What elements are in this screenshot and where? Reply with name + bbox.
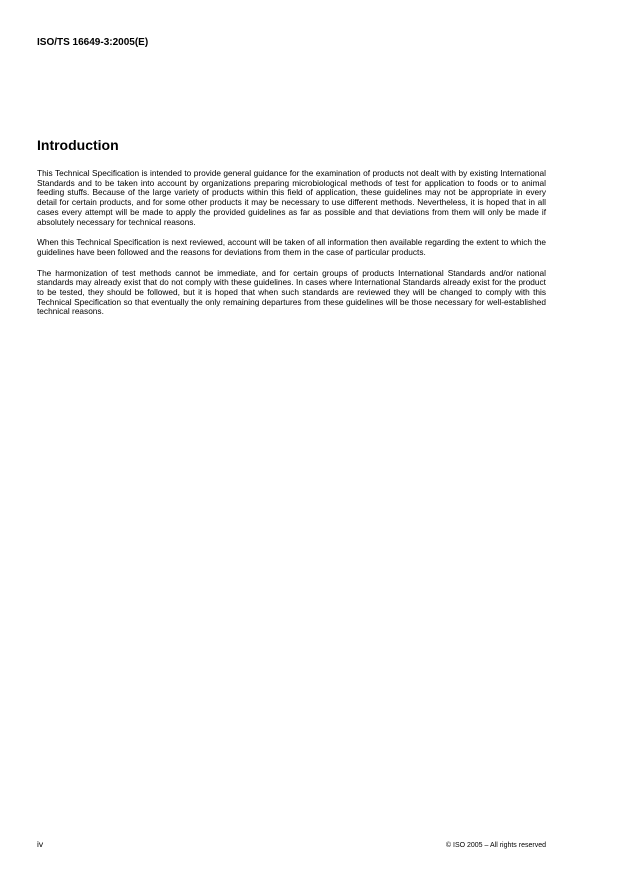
copyright-notice: © ISO 2005 – All rights reserved — [445, 842, 546, 849]
document-id: ISO/TS 16649-3:2005(E) — [37, 37, 149, 48]
section-body — [37, 169, 546, 328]
paragraph: This Technical Specification is intended to provide general guidance for the examination of products not dealt with by existing International Standards and to be taken into account by organizations preparing microbiological methods of test for application to foods or to animal feeding stuffs. Because of the large variety of products within this field of application, these guidelines may not be appropriate in every detail for certain products, and for some other products it may be necessary to use different methods. Nevertheless, it is hoped that in all cases every attempt will be made to apply the provided guidelines as far as possible and that deviations from them will only be made if absolutely necessary for technical reasons. — [37, 168, 546, 227]
paragraph: The harmonization of test methods cannot be immediate, and for certain groups of products International Standards and/or national standards may already exist that do not comply with these guidelines. In cases where International Standards already exist for the product to be tested, they should be followed, but it is hoped that when such standards are reviewed they will be changed to comply with this Technical Specification so that eventually the only remaining departures from these guidelines will be those necessary for well-established technical reasons. — [37, 267, 546, 317]
section-title: Introduction — [37, 137, 119, 153]
paragraph: When this Technical Specification is next reviewed, account will be taken of all information then available regarding the extent to which the guidelines have been followed and the reasons for deviations from them in the case of particular products. — [37, 237, 546, 257]
page-number: iv — [37, 839, 44, 849]
